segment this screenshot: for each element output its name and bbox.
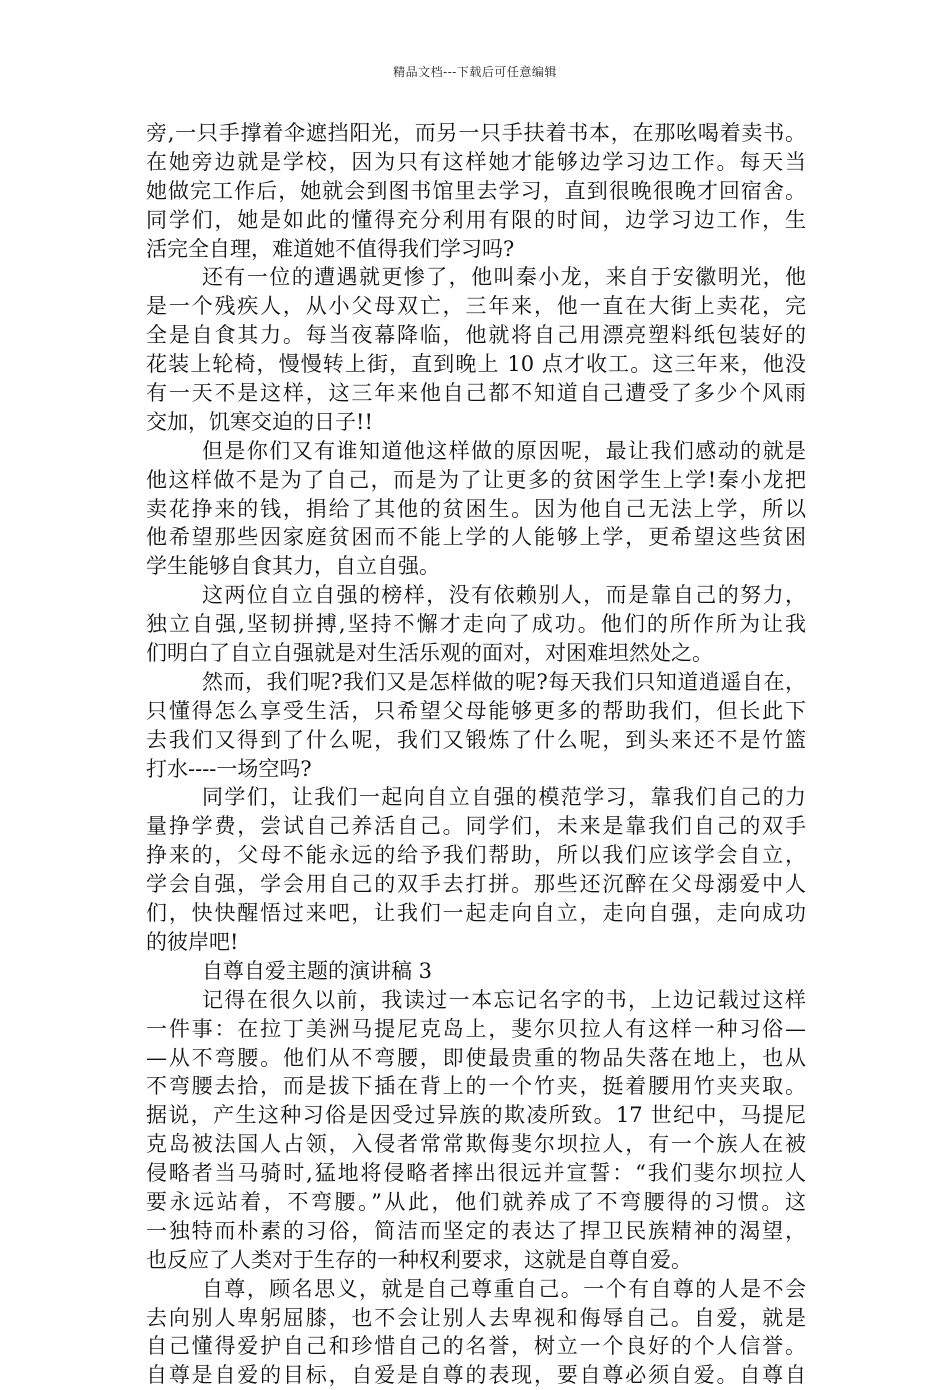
document-body <box>146 119 806 1390</box>
text-line: 交加，饥寒交迫的日子!! <box>146 409 373 434</box>
text-line: 侵略者当马骑时,猛地将侵略者摔出很远并宣誓：“我们斐尔坝拉人 <box>146 1161 806 1186</box>
text-line: 有一天不是这样，这三年来他自己都不知道自己遭受了多少个风雨 <box>146 381 806 406</box>
paragraph-start-line: 这两位自立自强的榜样，没有依赖别人，而是靠自己的努力， <box>202 583 806 608</box>
text-line: 要永远站着，不弯腰。”从此，他们就养成了不弯腰得的习惯。这 <box>146 1189 806 1214</box>
paragraph-start-line: 但是你们又有谁知道他这样做的原因呢，最让我们感动的就是 <box>202 438 806 463</box>
text-line: 一独特而朴素的习俗，简洁而坚定的表达了捍卫民族精神的渴望， <box>146 1218 806 1243</box>
text-line: 花装上轮椅，慢慢转上街，直到晚上 10 点才收工。这三年来，他没 <box>146 352 806 377</box>
paragraph-start-line: 然而，我们呢?我们又是怎样做的呢?每天我们只知道逍遥自在， <box>202 669 806 694</box>
text-line: 全是自食其力。每当夜幕降临，他就将自己用漂亮塑料纸包装好的 <box>146 323 806 348</box>
text-line: 旁,一只手撑着伞遮挡阳光，而另一只手扶着书本，在那吆喝着卖书。 <box>146 121 806 145</box>
text-line: 挣来的，父母不能永远的给予我们帮助，所以我们应该学会自立， <box>146 843 806 868</box>
text-line: 是一个残疾人，从小父母双亡，三年来，他一直在大街上卖花，完 <box>146 294 806 319</box>
text-line: 不弯腰去拾，而是拔下插在背上的一个竹夹，挺着腰用竹夹夹取。 <box>146 1074 806 1099</box>
text-line: 只懂得怎么享受生活，只希望父母能够更多的帮助我们，但长此下 <box>146 698 806 723</box>
text-line: 学会自强，学会用自己的双手去打拼。那些还沉醉在父母溺爱中人 <box>146 872 806 897</box>
text-line: 打水----一场空吗? <box>146 756 312 781</box>
text-line: 卖花挣来的钱，捐给了其他的贫困生。因为他自己无法上学，所以 <box>146 496 806 521</box>
text-line: 们明白了自立自强就是对生活乐观的面对，对困难坦然处之。 <box>146 641 713 666</box>
text-line: 他这样做不是为了自己，而是为了让更多的贫困学生上学!秦小龙把 <box>146 467 806 492</box>
text-line: 在她旁边就是学校，因为只有这样她才能够边学习边工作。每天当 <box>146 149 806 174</box>
paragraph-start-line: 还有一位的遭遇就更惨了，他叫秦小龙，来自于安徽明光，他 <box>202 265 806 290</box>
text-line: 克岛被法国人占领，入侵者常常欺侮斐尔坝拉人，有一个族人在被 <box>146 1132 806 1157</box>
text-line: 活完全自理，难道她不值得我们学习吗? <box>146 236 515 261</box>
text-line: 她做完工作后，她就会到图书馆里去学习，直到很晚很晚才回宿舍。 <box>146 178 806 203</box>
text-line: 自己懂得爱护自己和珍惜自己的名誉，树立一个良好的个人信誉。 <box>146 1334 806 1359</box>
text-line: 的彼岸吧! <box>146 929 239 954</box>
text-line: —从不弯腰。他们从不弯腰，即使最贵重的物品失落在地上，也从 <box>146 1045 806 1070</box>
text-line: 去我们又得到了什么呢，我们又锻炼了什么呢，到头来还不是竹篮 <box>146 727 806 752</box>
text-line: 也反应了人类对于生存的一种权利要求，这就是自尊自爱。 <box>146 1247 692 1272</box>
text-line: 他希望那些因家庭贫困而不能上学的人能够上学，更希望这些贫困 <box>146 525 806 550</box>
paragraph-start-line: 自尊，顾名思义，就是自己尊重自己。一个有自尊的人是不会 <box>202 1276 806 1301</box>
text-line: 去向别人卑躬屈膝，也不会让别人去卑视和侮辱自己。自爱，就是 <box>146 1305 806 1330</box>
text-line: 们，快快醒悟过来吧，让我们一起走向自立，走向自强，走向成功 <box>146 901 806 926</box>
text-line: 自尊是自爱的目标，自爱是自尊的表现，要自尊必须自爱。自尊自 <box>146 1363 806 1388</box>
paragraph-start-line: 记得在很久以前，我读过一本忘记名字的书，上边记载过这样 <box>202 987 806 1012</box>
text-line: 学生能够自食其力，自立自强。 <box>146 554 440 579</box>
text-line: 同学们，她是如此的懂得充分利用有限的时间，边学习边工作，生 <box>146 207 806 232</box>
text-line: 量挣学费，尝试自己养活自己。同学们，未来是靠我们自己的双手 <box>146 814 806 839</box>
section-heading: 自尊自爱主题的演讲稿 3 <box>202 958 433 983</box>
page-header: 精品文档---下载后可任意编辑 <box>393 65 557 79</box>
text-line: 一件事：在拉丁美洲马提尼克岛上，斐尔贝拉人有这样一种习俗— <box>146 1016 806 1041</box>
text-line: 独立自强,坚韧拼搏,坚持不懈才走向了成功。他们的所作所为让我 <box>146 612 806 637</box>
text-line: 据说，产生这种习俗是因受过异族的欺凌所致。17 世纪中，马提尼 <box>146 1103 806 1128</box>
paragraph-start-line: 同学们，让我们一起向自立自强的模范学习，靠我们自己的力 <box>202 785 806 810</box>
